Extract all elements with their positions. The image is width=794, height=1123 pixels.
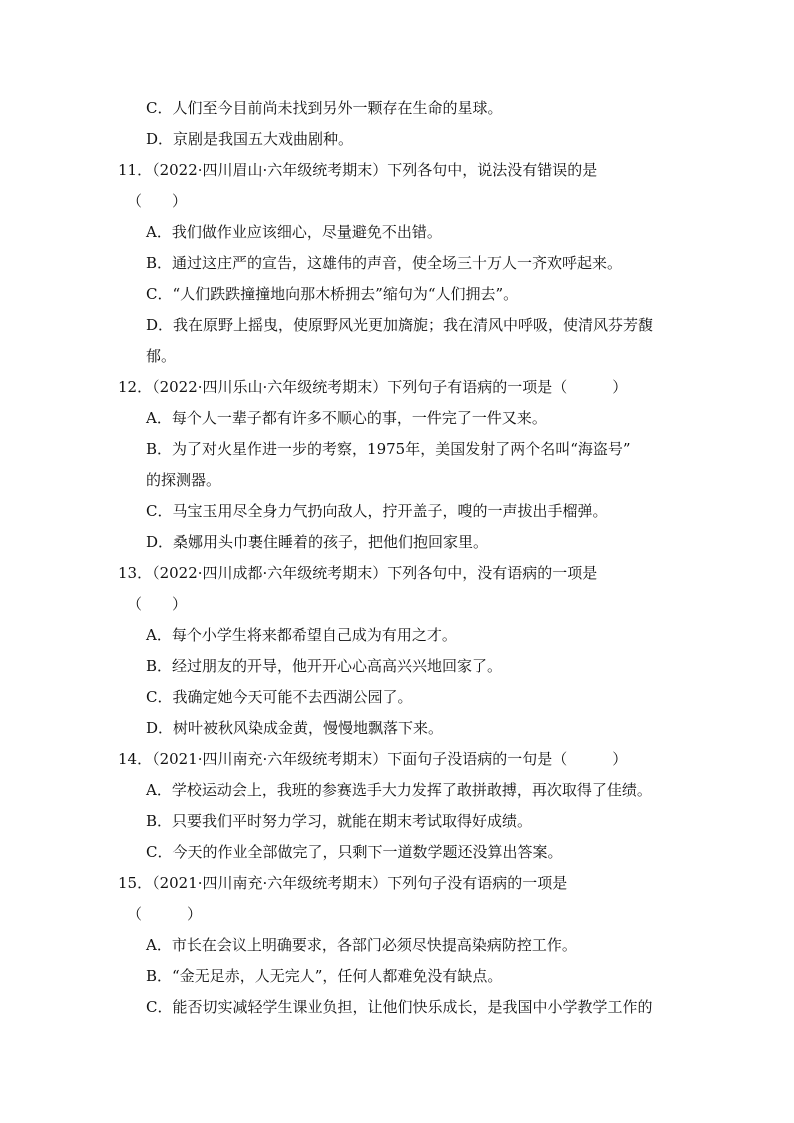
question-15-option-b: B．“金无足赤，人无完人”，任何人都难免没有缺点。 xyxy=(146,967,503,985)
question-12-option-c: C．马宝玉用尽全身力气扔向敌人，拧开盖子，嗖的一声拔出手榴弹。 xyxy=(146,502,608,520)
question-13-option-c: C．我确定她今天可能不去西湖公园了。 xyxy=(146,688,413,706)
question-15-blank: （ ） xyxy=(127,905,203,923)
option-c-line: C．人们至今目前尚未找到另外一颗存在生命的星球。 xyxy=(146,99,503,117)
question-13-option-a: A．每个小学生将来都希望自己成为有用之才。 xyxy=(146,626,457,644)
question-11-option-c: C．“人们跌跌撞撞地向那木桥拥去”缩句为“人们拥去”。 xyxy=(146,285,519,303)
question-14-option-c: C．今天的作业全部做完了，只剩下一道数学题还没算出答案。 xyxy=(146,843,563,861)
question-14-option-b: B．只要我们平时努力学习，就能在期末考试取得好成绩。 xyxy=(146,812,533,830)
question-12-stem: 12．（2022·四川乐山·六年级统考期末）下列句子有语病的一项是（ ） xyxy=(118,378,628,396)
question-15-option-a: A．市长在会议上明确要求，各部门必须尽快提高染病防控工作。 xyxy=(146,936,577,954)
question-11-option-d-cont: 郁。 xyxy=(146,347,177,365)
question-13-stem: 13．（2022·四川成都·六年级统考期末）下列各句中，没有语病的一项是 xyxy=(118,564,598,582)
question-13-blank: （ ） xyxy=(127,595,188,613)
question-12-option-b-cont: 的探测器。 xyxy=(146,471,222,489)
option-d-line: D．京剧是我国五大戏曲剧种。 xyxy=(146,130,354,148)
question-14-stem: 14．（2021·四川南充·六年级统考期末）下面句子没语病的一句是（ ） xyxy=(118,750,628,768)
question-11-option-b: B．通过这庄严的宣告，这雄伟的声音，使全场三十万人一齐欢呼起来。 xyxy=(146,254,623,272)
question-12-option-d: D．桑娜用头巾裹住睡着的孩子，把他们抱回家里。 xyxy=(146,533,489,551)
question-15-stem: 15．（2021·四川南充·六年级统考期末）下列句子没有语病的一项是 xyxy=(118,874,568,892)
question-11-blank: （ ） xyxy=(127,192,188,210)
question-15-option-c: C．能否切实减轻学生课业负担，让他们快乐成长，是我国中小学教学工作的 xyxy=(146,998,653,1016)
question-11-option-a: A．我们做作业应该细心，尽量避免不出错。 xyxy=(146,223,442,241)
question-13-option-b: B．经过朋友的开导，他开开心心高高兴兴地回家了。 xyxy=(146,657,503,675)
question-14-option-a: A．学校运动会上，我班的参赛选手大力发挥了敢拼敢搏，再次取得了佳绩。 xyxy=(146,781,652,799)
question-11-option-d: D．我在原野上摇曳，使原野风光更加旖旎；我在清风中呼吸，使清风芬芳馥 xyxy=(146,316,654,334)
question-12-option-b: B．为了对火星作进一步的考察，1975年，美国发射了两个名叫“海盗号” xyxy=(146,440,631,458)
question-11-stem: 11．（2022·四川眉山·六年级统考期末）下列各句中，说法没有错误的是 xyxy=(118,161,598,179)
question-13-option-d: D．树叶被秋风染成金黄，慢慢地飘落下来。 xyxy=(146,719,444,737)
question-12-option-a: A．每个人一辈子都有许多不顺心的事，一件完了一件又来。 xyxy=(146,409,547,427)
